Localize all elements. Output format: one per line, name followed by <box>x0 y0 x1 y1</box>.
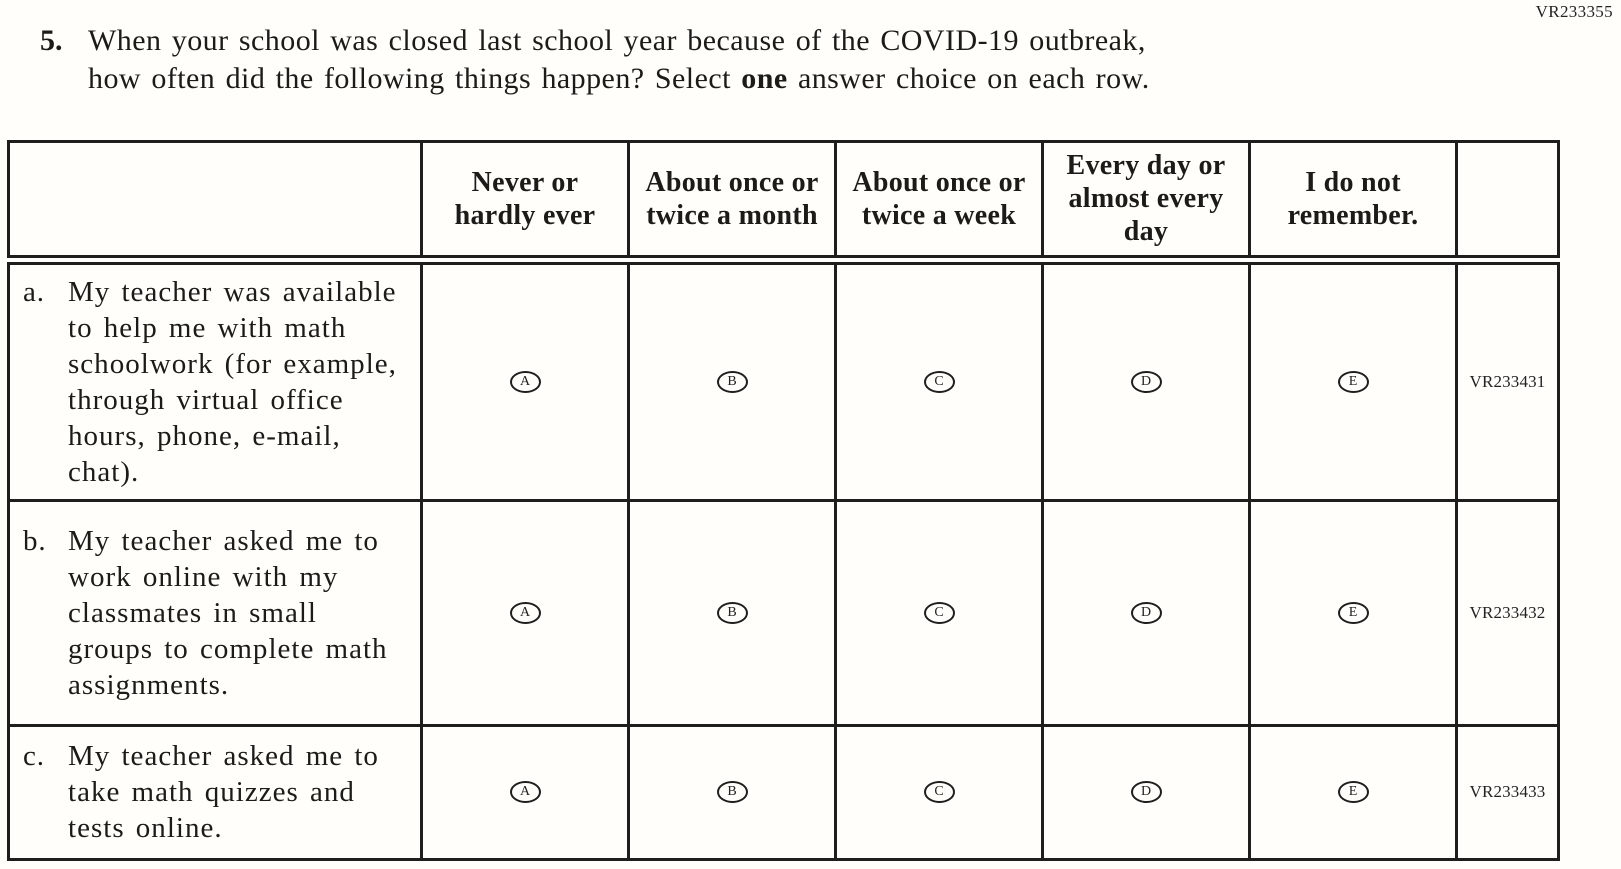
column-header-once-twice-month: About once or twice a month <box>629 142 836 260</box>
answer-cell <box>836 500 1043 725</box>
column-header-once-twice-week: About once or twice a week <box>836 142 1043 260</box>
answer-cell <box>422 725 629 859</box>
answer-cell <box>836 260 1043 501</box>
answer-bubble-b[interactable]: B <box>717 371 748 393</box>
row-code: VR233431 <box>1469 371 1546 391</box>
table-row <box>9 260 1559 501</box>
answer-bubble-c[interactable]: C <box>924 602 955 624</box>
answer-bubble-c[interactable]: C <box>924 781 955 803</box>
answer-bubble-e[interactable]: E <box>1338 602 1369 624</box>
statement-cell <box>9 500 422 725</box>
answer-bubble-d[interactable]: D <box>1131 781 1162 803</box>
row-letter: c. <box>23 740 45 772</box>
answer-cell <box>629 725 836 859</box>
question-text <box>88 22 1150 98</box>
row-statement: My teacher asked me to take math quizzes and tests online. <box>68 740 379 844</box>
question-line2-end: answer choice on each row. <box>787 62 1150 95</box>
answer-cell <box>629 500 836 725</box>
answer-cell <box>1043 500 1250 725</box>
answer-cell <box>1043 260 1250 501</box>
answer-bubble-b[interactable]: B <box>717 602 748 624</box>
answer-cell <box>836 725 1043 859</box>
row-statement: My teacher was available to help me with math schoolwork (for example, through virtual office hours, phone, e-mail, chat). <box>68 275 397 488</box>
question-number: 5. <box>40 24 63 57</box>
answer-bubble-e[interactable]: E <box>1338 781 1369 803</box>
column-header-every-day: Every day or almost every day <box>1043 142 1250 260</box>
response-table-header <box>9 142 1559 260</box>
answer-bubble-a[interactable]: A <box>510 371 541 393</box>
table-row <box>9 725 1559 859</box>
answer-bubble-e[interactable]: E <box>1338 371 1369 393</box>
answer-bubble-d[interactable]: D <box>1131 602 1162 624</box>
row-statement: My teacher asked me to work online with my classmates in small groups to complete math assignments. <box>68 524 388 701</box>
answer-cell <box>629 260 836 501</box>
answer-bubble-c[interactable]: C <box>924 371 955 393</box>
question-line1: When your school was closed last school year because of the COVID-19 outbreak, <box>88 24 1146 57</box>
answer-cell <box>1250 500 1457 725</box>
answer-cell <box>1043 725 1250 859</box>
question-block <box>40 22 1150 98</box>
response-table <box>7 140 1560 861</box>
answer-bubble-d[interactable]: D <box>1131 371 1162 393</box>
question-line2-start: how often did the following things happen? Select <box>88 62 742 95</box>
answer-cell <box>422 500 629 725</box>
code-cell <box>1457 500 1559 725</box>
code-cell <box>1457 725 1559 859</box>
table-row <box>9 500 1559 725</box>
response-table-body <box>9 260 1559 860</box>
statement-cell <box>9 725 422 859</box>
answer-cell <box>1250 725 1457 859</box>
response-table-wrap <box>7 140 1560 861</box>
question-bold-word: one <box>741 62 788 95</box>
code-cell <box>1457 260 1559 501</box>
statement-cell <box>9 260 422 501</box>
answer-cell <box>1250 260 1457 501</box>
answer-bubble-b[interactable]: B <box>717 781 748 803</box>
column-header-do-not-remember: I do not remember. <box>1250 142 1457 260</box>
code-column-header <box>1457 142 1559 260</box>
statement-column-header <box>9 142 422 260</box>
answer-cell <box>422 260 629 501</box>
row-letter: a. <box>23 275 45 308</box>
row-letter: b. <box>23 524 47 557</box>
answer-bubble-a[interactable]: A <box>510 602 541 624</box>
answer-bubble-a[interactable]: A <box>510 781 541 803</box>
row-code: VR233432 <box>1469 602 1546 622</box>
row-code: VR233433 <box>1469 782 1546 801</box>
page-form-code: VR233355 <box>1535 2 1613 21</box>
column-header-never: Never or hardly ever <box>422 142 629 260</box>
